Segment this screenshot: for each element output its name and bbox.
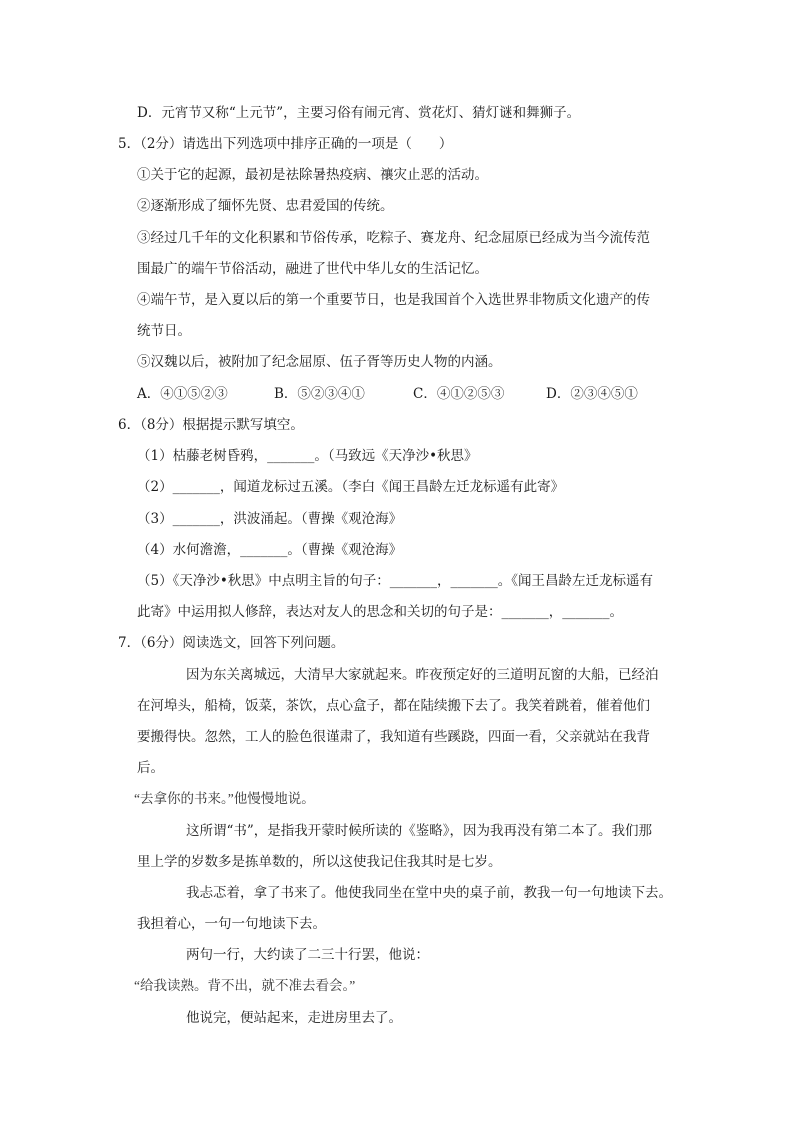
q7-para2-line1: 这所谓“书”，是指我开蒙时候所读的《鉴略》，因为我再没有第二本了。我们那 bbox=[186, 823, 653, 839]
q6-part-3: （3）_______，洪波涌起。（曹操《观沧海》 bbox=[137, 511, 403, 527]
q7-para1-line4: 后。 bbox=[137, 760, 164, 776]
q6-stem: 6．（8分）根据提示默写填空。 bbox=[118, 417, 304, 433]
q5-stem: 5．（2分）请选出下列选项中排序正确的一项是（ ） bbox=[118, 136, 453, 152]
q7-para1-line2: 在河埠头，船椅，饭菜，茶饮，点心盒子，都在陆续搬下去了。我笑着跳着，催着他们 bbox=[137, 698, 650, 714]
q7-stem: 7．（6分）阅读选文，回答下列问题。 bbox=[118, 635, 345, 651]
q5-option-d[interactable]: D．②③④⑤① bbox=[546, 386, 638, 402]
q6-part-2: （2）_______，闻道龙标过五溪。（李白《闻王昌龄左迁龙标遥有此寄》 bbox=[137, 479, 565, 495]
q5-options bbox=[137, 384, 638, 404]
q5-sentence-4b: 统节日。 bbox=[137, 323, 191, 339]
q7-para3-line2: 我担着心，一句一句地读下去。 bbox=[137, 916, 326, 932]
q7-quote-2: “给我读熟。背不出，就不准去看会。” bbox=[134, 978, 356, 993]
q5-option-c[interactable]: C．④①②⑤③ bbox=[413, 386, 505, 402]
q7-para3-line1: 我忐忑着，拿了书来了。他使我同坐在堂中央的桌子前，教我一句一句地读下去。 bbox=[186, 885, 672, 901]
q5-option-b[interactable]: B．⑤②③④① bbox=[274, 386, 365, 402]
q5-sentence-4a: ④端午节，是入夏以后的第一个重要节日，也是我国首个入选世界非物质文化遗产的传 bbox=[137, 292, 650, 308]
q6-part-1: （1）枯藤老树昏鸦，_______。（马致远《天净沙•秋思》 bbox=[137, 448, 478, 464]
q7-para2-line2: 里上学的岁数多是拣单数的，所以这使我记住我其时是七岁。 bbox=[137, 854, 502, 870]
q4-option-d: D．元宵节又称“上元节”，主要习俗有闹元宵、赏花灯、猜灯谜和舞狮子。 bbox=[137, 105, 581, 121]
q7-para1-line3: 要搬得快。忽然，工人的脸色很谨肃了，我知道有些蹊跷，四面一看，父亲就站在我背 bbox=[137, 729, 650, 745]
q7-para4: 两句一行，大约读了二三十行罢，他说： bbox=[186, 947, 429, 963]
q6-part-5a: （5）《天净沙•秋思》中点明主旨的句子：_______，_______。《闻王昌龄左迁龙标遥有 bbox=[137, 573, 654, 589]
q6-part-4: （4）水何澹澹，_______。（曹操《观沧海》 bbox=[137, 542, 403, 558]
q5-option-a[interactable]: A．④①⑤②③ bbox=[137, 386, 228, 402]
q5-sentence-2: ②逐渐形成了缅怀先贤、忠君爱国的传统。 bbox=[137, 198, 394, 214]
q7-quote-1: “去拿你的书来。”他慢慢地说。 bbox=[134, 791, 315, 806]
q5-sentence-3a: ③经过几千年的文化积累和节俗传承，吃粽子、赛龙舟、纪念屈原已经成为当今流传范 bbox=[137, 230, 650, 246]
q7-para5: 他说完，便站起来，走进房里去了。 bbox=[186, 1010, 402, 1026]
q5-sentence-3b: 围最广的端午节俗活动，融进了世代中华儿女的生活记忆。 bbox=[137, 261, 488, 277]
q6-part-5b: 此寄》中运用拟人修辞，表达对友人的思念和关切的句子是：_______，_______。 bbox=[137, 604, 623, 620]
q7-para1-line1: 因为东关离城远，大清早大家就起来。昨夜预定好的三道明瓦窗的大船，已经泊 bbox=[186, 667, 659, 683]
q5-sentence-5: ⑤汉魏以后，被附加了纪念屈原、伍子胥等历史人物的内涵。 bbox=[137, 354, 502, 370]
q5-sentence-1: ①关于它的起源，最初是祛除暑热疫病、禳灾止恶的活动。 bbox=[137, 167, 488, 183]
